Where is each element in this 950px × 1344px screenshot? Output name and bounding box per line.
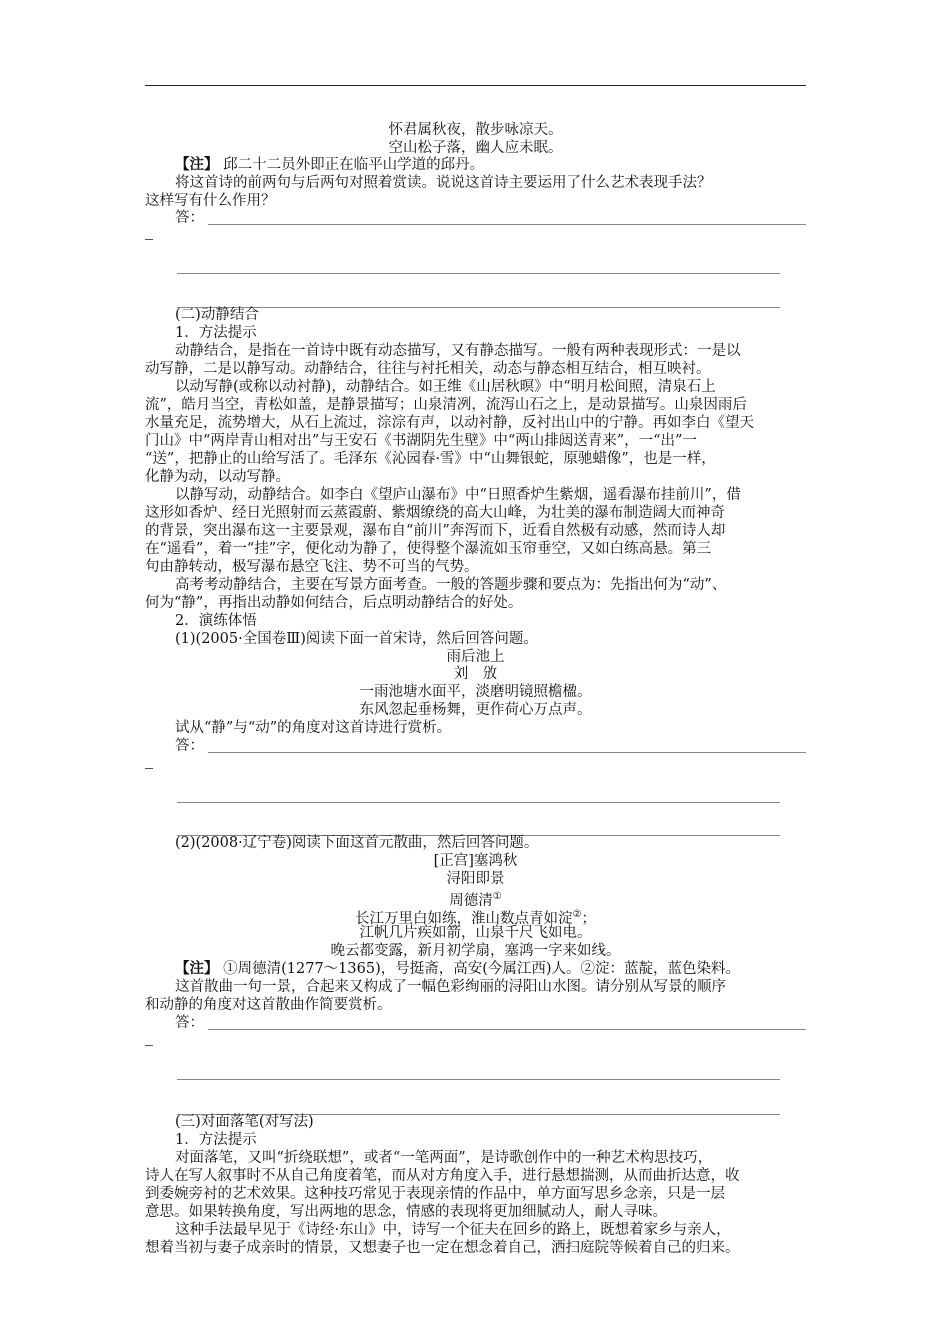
poem-title: 雨后池上 <box>446 649 505 665</box>
note-text: ①周德清(1277～1365)，号挺斋，高安(今属江西)人。②淀：蓝靛，蓝色染料。 <box>218 961 741 977</box>
paragraph-line: 流”，皓月当空，青松如盖，是静景描写；山泉清冽，流泻山石之上，是动景描写。山泉因雨后 <box>145 397 747 413</box>
question-intro: (1)(2005·全国卷Ⅲ)阅读下面一首宋诗，然后回答问题。 <box>175 631 538 647</box>
footnote-marker: ① <box>492 891 502 902</box>
paragraph-line: 水量充足，流势增大，从石上流过，淙淙有声，以动衬静，反衬出山中的宁静。再如李白《望天 <box>145 415 754 431</box>
paragraph-line: 句由静转动，极写瀑布悬空飞注、势不可当的气势。 <box>145 559 479 575</box>
note-text: 邱二十二员外即正在临平山学道的邱丹。 <box>218 157 485 173</box>
subsection-heading: 1．方法提示 <box>175 1132 257 1148</box>
answer-line[interactable] <box>208 224 806 225</box>
question-text: 试从“静”与“动”的角度对这首诗进行赏析。 <box>175 720 452 736</box>
poem-line: 怀君属秋夜，散步咏凉天。 <box>388 122 563 138</box>
answer-line[interactable] <box>177 1079 780 1080</box>
poem-title: [正宫]塞鸿秋 <box>433 853 518 869</box>
footnote-marker: ② <box>572 909 582 920</box>
answer-line[interactable] <box>177 273 780 274</box>
note-label: 【注】 <box>175 960 219 977</box>
paragraph-line: “送”，把静止的山给写活了。毛泽东《沁园春·雪》中“山舞银蛇，原驰蜡像”，也是一样， <box>145 451 716 467</box>
note-label: 【注】 <box>175 156 219 173</box>
answer-label: 答： <box>175 1015 204 1031</box>
poem-author: 刘 攽 <box>453 666 498 682</box>
paragraph-line: 到委婉旁衬的艺术效果。这种技巧常见于表现亲情的作品中，单方面写思乡念亲，只是一层 <box>145 1186 725 1202</box>
paragraph-line: 在“遥看”，着一“挂”字，便化动为静了，使得整个瀑流如玉帘垂空，又如白练高悬。第三 <box>145 541 712 557</box>
author-name: 周德清 <box>449 892 493 909</box>
paragraph-line: 想着当初与妻子成亲时的情景，又想妻子也一定在想念着自己，洒扫庭院等候着自己的归来。 <box>145 1240 740 1256</box>
paragraph-line: 以动写静(或称以动衬静)，动静结合。如王维《山居秋暝》中“明月松间照，清泉石上 <box>175 379 716 395</box>
paragraph-line: 诗人在写人叙事时不从自己角度着笔，而从对方角度入手，进行悬想揣测，从而曲折达意，收 <box>145 1168 740 1184</box>
question-text: 和动静的角度对这首散曲作简要赏析。 <box>145 997 392 1013</box>
answer-line[interactable] <box>177 802 780 803</box>
question-intro: (2)(2008·辽宁卷)阅读下面这首元散曲，然后回答问题。 <box>175 835 539 851</box>
question-text: 将这首诗的前两句与后两句对照着赏读。说说这首诗主要运用了什么艺术表现手法？ <box>175 175 712 191</box>
poem-note <box>145 960 806 978</box>
poem-line: 一雨池塘水面平，淡磨明镜照檐楹。 <box>359 684 592 700</box>
paragraph-line: 何为“静”，再指出动静如何结合，后点明动静结合的好处。 <box>145 595 523 611</box>
subsection-heading: 2．演练体悟 <box>175 613 257 629</box>
poem-note <box>145 156 806 174</box>
section-heading: (三)对面落笔(对写法) <box>175 1114 314 1130</box>
poem-line-end: ； <box>581 910 596 927</box>
header-rule <box>145 85 806 86</box>
answer-label: 答： <box>175 210 204 226</box>
paragraph-line: 以静写动，动静结合。如李白《望庐山瀑布》中“日照香炉生紫烟，遥看瀑布挂前川”，借 <box>175 487 741 503</box>
paragraph-line: 化静为动，以动写静。 <box>145 469 290 485</box>
paragraph-line: 的背景，突出瀑布这一主要景观，瀑布自“前川”奔泻而下，近看自然极有动感，然而诗人却 <box>145 523 726 539</box>
answer-dash <box>145 1045 153 1046</box>
answer-dash <box>145 239 153 240</box>
paragraph-line: 高考考动静结合，主要在写景方面考查。一般的答题步骤和要点为：先指出何为“动”、 <box>175 577 727 593</box>
paragraph-line: 门山》中“两岸青山相对出”与王安石《书湖阴先生壁》中“两山排闼送青来”，一“出”一 <box>145 433 697 449</box>
paragraph-line: 这种手法最早见于《诗经·东山》中，诗写一个征夫在回乡的路上，既想着家乡与亲人， <box>175 1222 731 1238</box>
answer-line[interactable] <box>208 752 806 753</box>
question-text: 这首散曲一句一景，合起来又构成了一幅色彩绚丽的浔阳山水图。请分别从写景的顺序 <box>175 979 726 995</box>
answer-dash <box>145 768 153 769</box>
poem-line: 东风忽起垂杨舞，更作荷心万点声。 <box>359 702 592 718</box>
poem-line: 晚云都变露，新月初学扇，塞鸿一字来如线。 <box>330 943 621 959</box>
question-text: 这样写有什么作用？ <box>145 193 276 209</box>
poem-line-text: 长江万里白如练，淮山数点青如淀 <box>355 910 573 927</box>
section-heading: (二)动静结合 <box>175 307 259 323</box>
answer-line[interactable] <box>208 1029 806 1030</box>
paragraph-line: 动写静，二是以静写动。动静结合，往往与衬托相关，动态与静态相互结合，相互映衬。 <box>145 361 711 377</box>
poem-line: 江帆几片疾如箭，山泉千尺飞如电。 <box>359 925 592 941</box>
poem-subtitle: 浔阳即景 <box>446 871 505 887</box>
paragraph-line: 这形如香炉、经日光照射而云蒸霞蔚、紫烟缭绕的高大山峰，为壮美的瀑布制造阔大而神奇 <box>145 505 725 521</box>
paragraph-line: 动静结合，是指在一首诗中既有动态描写，又有静态描写。一般有两种表现形式：一是以 <box>175 343 741 359</box>
paragraph-line: 对面落笔，又叫“折绕联想”，或者“一笔两面”，是诗歌创作中的一种艺术构思技巧， <box>175 1150 713 1166</box>
poem-line: 空山松子落，幽人应未眠。 <box>388 140 563 156</box>
subsection-heading: 1．方法提示 <box>175 325 257 341</box>
paragraph-line: 意思。如果转换角度，写出两地的思念，情感的表现将更加细腻动人，耐人寻味。 <box>145 1204 667 1220</box>
answer-label: 答： <box>175 738 204 754</box>
